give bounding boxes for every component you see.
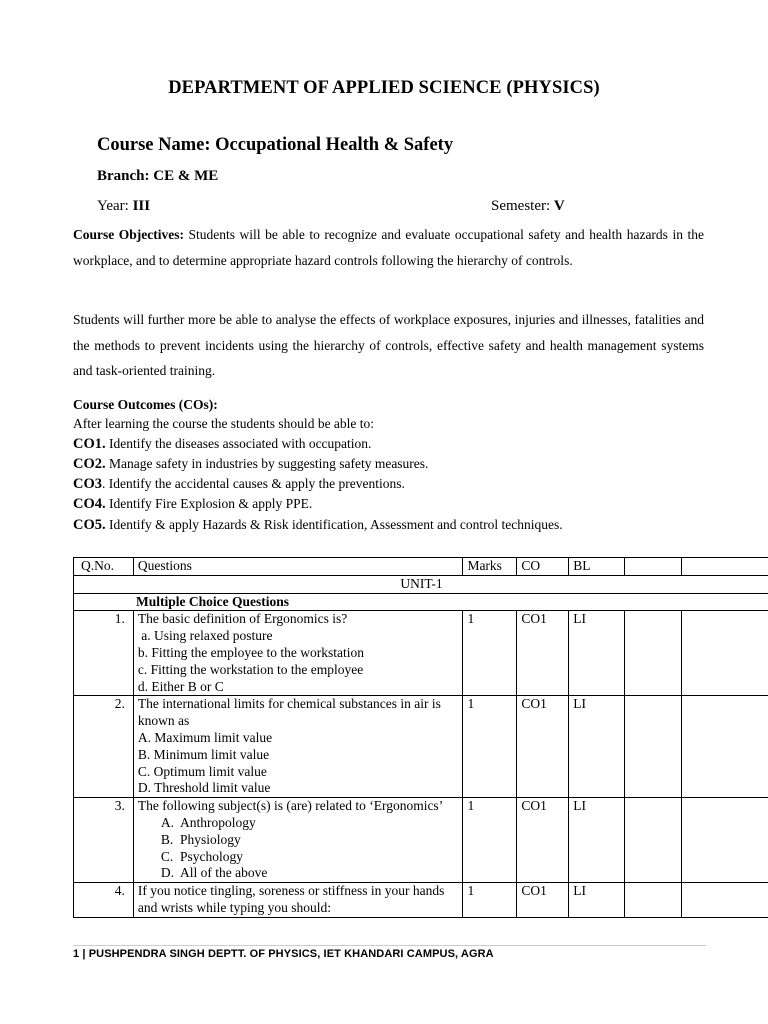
department-title: DEPARTMENT OF APPLIED SCIENCE (PHYSICS) (168, 78, 600, 98)
course-name: Course Name: Occupational Health & Safety (97, 135, 454, 155)
outcome-item (73, 515, 563, 535)
header-bl: BL (569, 558, 625, 576)
outcome-text: Identify Fire Explosion & apply PPE. (105, 496, 313, 512)
option: C. Psychology (160, 848, 244, 864)
question-text: The international limits for chemical substances in air is known as (137, 696, 441, 729)
question-table (73, 557, 768, 918)
header-marks: Marks (463, 558, 517, 576)
blank-cell (624, 798, 681, 883)
question-number: 3. (74, 798, 134, 883)
section-row (74, 593, 768, 611)
semester-line (491, 198, 565, 215)
outcome-code: CO5. (73, 516, 106, 533)
blank-cell (624, 883, 681, 918)
outcome-text: Identify the diseases associated with occupation. (105, 435, 372, 451)
objectives-paragraph-2: Students will further more be able to analyse the effects of workplace exposures, injuries and illnesses, fatalities and the methods to prevent incidents using the hierarchy of controls, effective safety and health management systems and task-oriented training. (73, 312, 704, 378)
outcome-item (73, 494, 563, 514)
marks-cell: 1 (463, 696, 517, 798)
bl-cell: LI (569, 696, 625, 798)
outcomes-intro: After learning the course the students should be able to: (73, 416, 375, 432)
co-cell: CO1 (517, 696, 569, 798)
semester-value: V (553, 198, 565, 214)
question-text: The following subject(s) is (are) related to ‘Ergonomics’ (137, 798, 444, 814)
option: B. Minimum limit value (137, 746, 270, 762)
question-number: 1. (74, 611, 134, 696)
year-value: III (132, 198, 151, 214)
outcome-code: CO4. (73, 496, 106, 513)
year-line (97, 198, 150, 215)
option: C. Optimum limit value (137, 763, 267, 779)
option: A. Maximum limit value (137, 729, 273, 745)
header-co: CO (517, 558, 569, 576)
header-blank-1 (624, 558, 681, 576)
objectives-text: Students will be able to recognize and evaluate occupational safety and health hazards in the workplace, and to determine appropriate hazard controls following the hierarchy of controls. (73, 227, 704, 268)
option: B. Physiology (160, 831, 241, 847)
unit-row (74, 575, 768, 593)
outcomes-heading: Course Outcomes (COs): (73, 397, 218, 412)
header-blank-2 (681, 558, 768, 576)
table-header-row (74, 558, 768, 576)
header-questions: Questions (133, 558, 463, 576)
course-objectives (73, 222, 704, 273)
blank-cell (681, 611, 768, 696)
question-text: If you notice tingling, soreness or stiffness in your hands and wrists while typing you should: (137, 883, 445, 915)
table-row (74, 883, 768, 918)
question-cell (133, 798, 463, 883)
co-cell: CO1 (517, 883, 569, 918)
outcome-text: Manage safety in industries by suggesting safety measures. (105, 455, 429, 471)
outcome-text: . Identify the accidental causes & apply the preventions. (102, 476, 405, 492)
co-cell: CO1 (517, 798, 569, 883)
section-label: Multiple Choice Questions (74, 593, 768, 611)
option: d. Either B or C (137, 678, 224, 694)
outcome-item (73, 474, 563, 494)
table-row (74, 696, 768, 798)
blank-cell (624, 611, 681, 696)
marks-cell: 1 (463, 611, 517, 696)
question-cell (133, 696, 463, 798)
question-cell (133, 611, 463, 696)
question-text: The basic definition of Ergonomics is? (137, 611, 348, 627)
blank-cell (681, 798, 768, 883)
outcome-code: CO1. (73, 435, 106, 452)
year-label: Year: (97, 198, 133, 214)
objectives-label: Course Objectives: (73, 227, 184, 242)
outcome-text: Identify & apply Hazards & Risk identification, Assessment and control techniques. (105, 516, 563, 532)
bl-cell: LI (569, 883, 625, 918)
option: a. Using relaxed posture (137, 628, 273, 644)
option: c. Fitting the workstation to the employee (137, 661, 364, 677)
course-outcomes (73, 395, 563, 535)
option: A. Anthropology (160, 814, 256, 830)
outcome-item (73, 454, 563, 474)
table-row (74, 611, 768, 696)
table-row (74, 798, 768, 883)
question-number: 2. (74, 696, 134, 798)
header-qno: Q.No. (74, 558, 134, 576)
unit-label: UNIT-1 (74, 575, 768, 593)
blank-cell (624, 696, 681, 798)
marks-cell: 1 (463, 798, 517, 883)
footer-divider (73, 945, 706, 946)
semester-label: Semester: (491, 198, 554, 214)
outcome-item (73, 434, 563, 454)
question-number: 4. (74, 883, 134, 918)
option: b. Fitting the employee to the workstation (137, 644, 364, 660)
blank-cell (681, 696, 768, 798)
co-cell: CO1 (517, 611, 569, 696)
question-cell (133, 883, 463, 918)
outcome-code: CO3 (73, 476, 102, 493)
blank-cell (681, 883, 768, 918)
option: D. All of the above (160, 865, 268, 881)
branch-label: Branch: CE & ME (97, 168, 219, 184)
option: D. Threshold limit value (137, 780, 271, 796)
bl-cell: LI (569, 611, 625, 696)
page-footer: 1 | PUSHPENDRA SINGH DEPTT. OF PHYSICS, IET KHANDARI CAMPUS, AGRA (73, 948, 494, 960)
outcome-code: CO2. (73, 455, 106, 472)
marks-cell: 1 (463, 883, 517, 918)
bl-cell: LI (569, 798, 625, 883)
